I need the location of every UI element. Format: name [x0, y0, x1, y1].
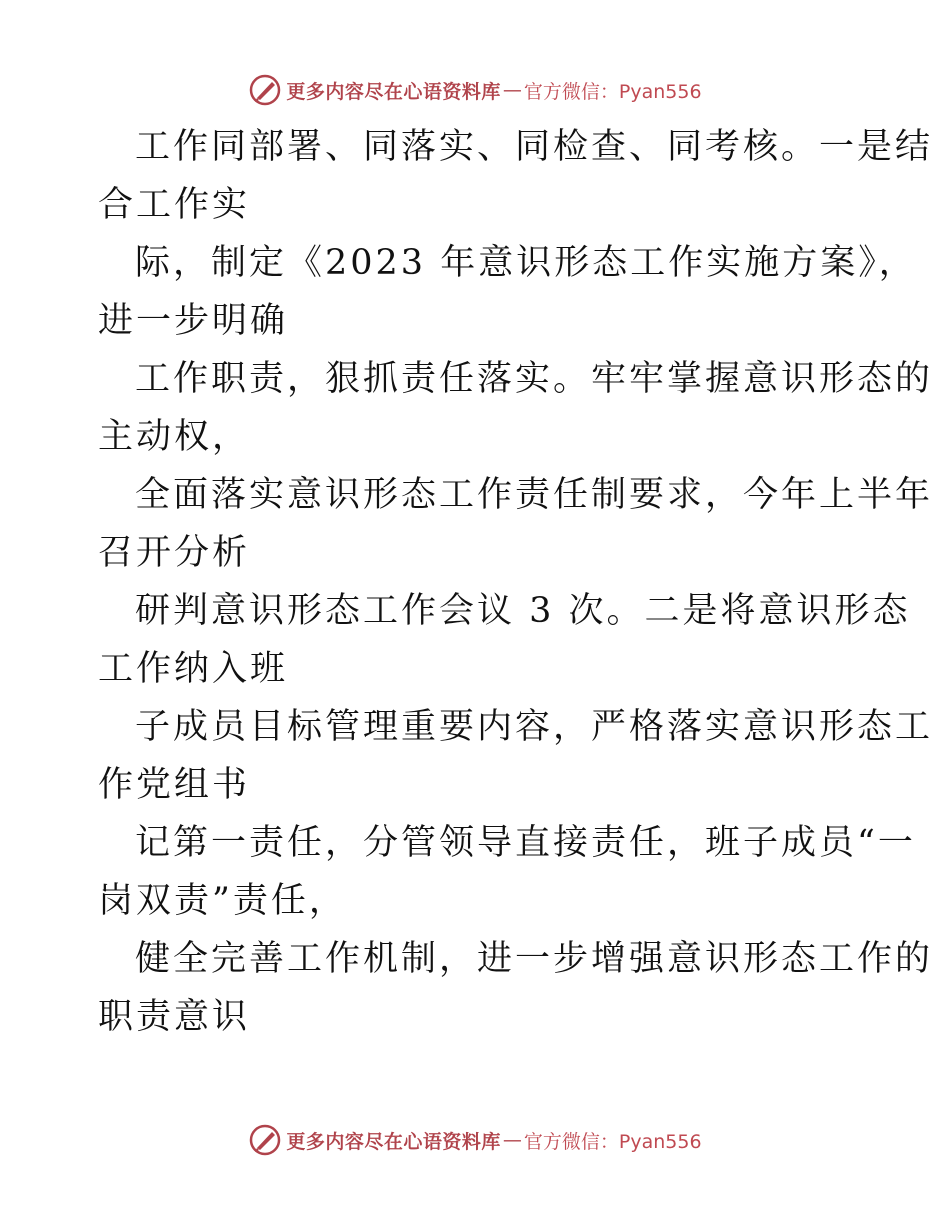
paragraph-line: 职责意识 — [98, 997, 251, 1037]
paragraph-line: 子成员目标管理重要内容，严格落实意识形态工 — [135, 707, 934, 747]
footer-watermark-banner — [0, 1120, 950, 1160]
banner-dash: — — [502, 79, 522, 101]
banner-dash: — — [502, 1129, 522, 1151]
banner-wechat: 官方微信：Pyan556 — [523, 1130, 702, 1153]
paragraph-line: 研判意识形态工作会议 3 次。二是将意识形态 — [135, 591, 911, 631]
paragraph-line: 工作同部署、同落实、同检查、同考核。一是结 — [135, 127, 934, 167]
paragraph — [98, 350, 934, 466]
paragraph — [98, 930, 934, 1046]
banner-wechat: 官方微信：Pyan556 — [523, 80, 702, 103]
banner-text: 更多内容尽在心语资料库 — [286, 1130, 501, 1153]
paragraph — [98, 582, 911, 698]
paragraph-line: 岗双责”责任， — [98, 881, 347, 921]
quill-pen-icon — [248, 73, 282, 107]
paragraph-line: 进一步明确 — [98, 301, 289, 341]
quill-pen-icon — [248, 1123, 282, 1157]
paragraph — [98, 814, 916, 930]
paragraph-line: 作党组书 — [98, 765, 251, 805]
paragraph — [98, 118, 934, 234]
paragraph-line: 主动权， — [98, 417, 251, 457]
paragraph-line: 健全完善工作机制，进一步增强意识形态工作的 — [135, 939, 934, 979]
paragraph — [98, 234, 917, 350]
header-watermark-banner — [0, 70, 950, 110]
banner-text: 更多内容尽在心语资料库 — [286, 80, 501, 103]
paragraph-line: 合工作实 — [98, 185, 251, 225]
paragraph-line: 召开分析 — [98, 533, 251, 573]
paragraph — [98, 466, 934, 582]
paragraph-line: 全面落实意识形态工作责任制要求，今年上半年 — [135, 475, 934, 515]
paragraph — [98, 698, 934, 814]
paragraph-line: 工作职责，狠抓责任落实。牢牢掌握意识形态的 — [135, 359, 934, 399]
paragraph-line: 记第一责任，分管领导直接责任，班子成员“一 — [135, 823, 916, 863]
paragraph-line: 工作纳入班 — [98, 649, 289, 689]
paragraph-line: 际，制定《2023 年意识形态工作实施方案》， — [135, 243, 917, 283]
document-body — [98, 118, 934, 1046]
